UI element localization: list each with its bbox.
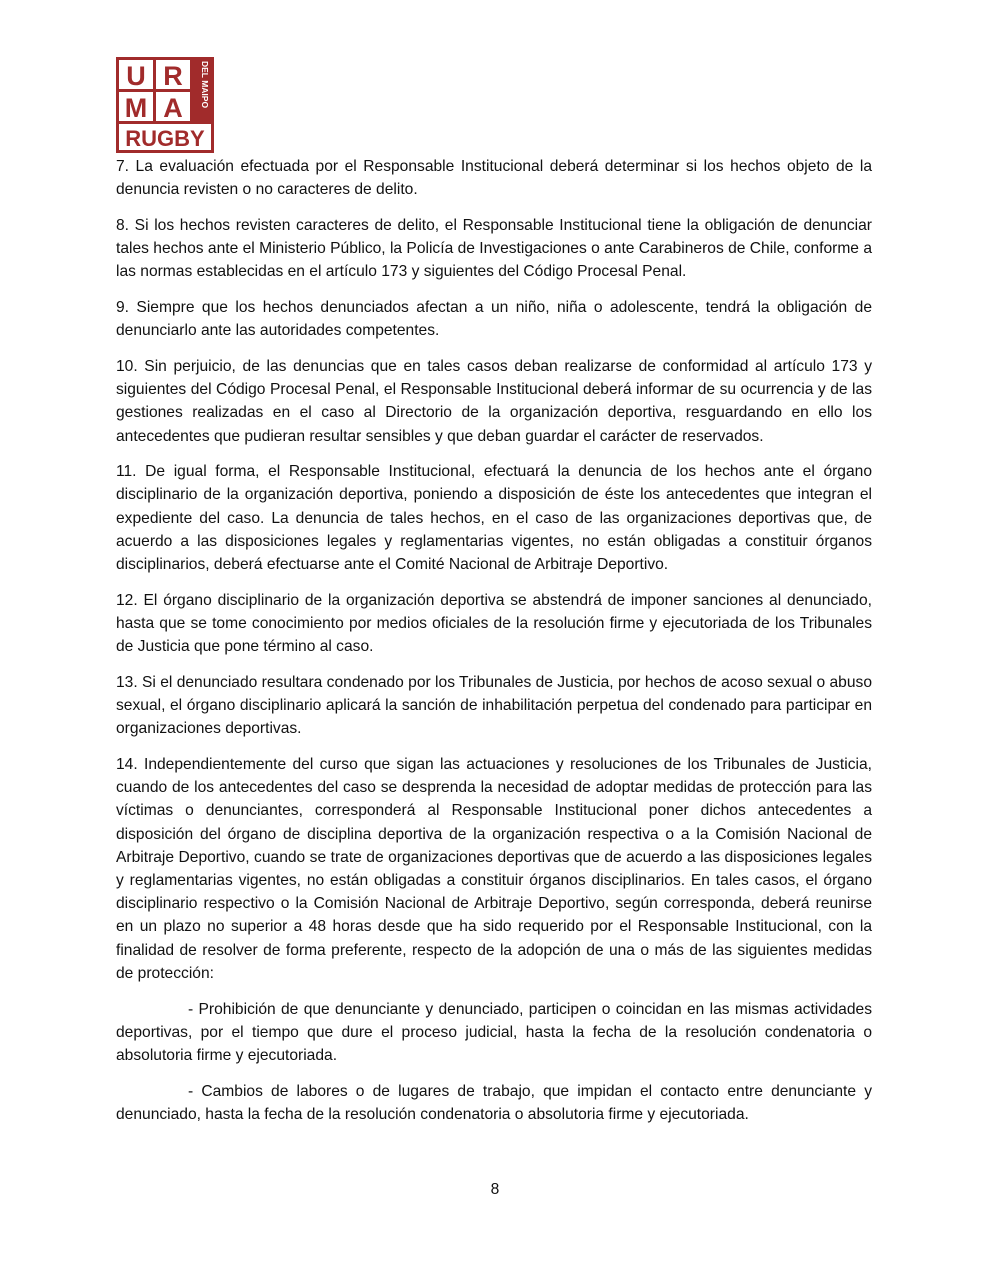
- logo-letter-a: A: [163, 93, 183, 123]
- document-body: [116, 155, 872, 1139]
- logo-letter-u: U: [126, 61, 146, 91]
- paragraph-8: 8. Si los hechos revisten caracteres de delito, el Responsable Institucional tiene la obligación de denunciar tales hechos ante el Ministerio Público, la Policía de Investigaciones o ante Carabineros de Chile, conforme a las normas establecidas en el artículo 173 y siguientes del Código Procesal Penal.: [116, 216, 872, 281]
- urma-rugby-logo: [116, 57, 214, 153]
- measure-item: - Prohibición de que denunciante y denunciado, participen o coincidan en las mismas actividades deportivas, por el tiempo que dure el proceso judicial, hasta la fecha de la resolución condenatoria o absolutoria firme y ejecutoriada.: [116, 1000, 872, 1064]
- paragraph-10: 10. Sin perjuicio, de las denuncias que en tales casos deban realizarse de conformidad al artículo 173 y siguientes del Código Procesal Penal, el Responsable Institucional deberá informar de su ocurrencia y de las gestiones realizadas en el caso al Directorio de la organización deportiva, resguardando en ello los antecedentes que pudieran resultar sensibles y que deban guardar el carácter de reservados.: [116, 357, 872, 445]
- paragraph-13: 13. Si el denunciado resultara condenado por los Tribunales de Justicia, por hechos de acoso sexual o abuso sexual, el órgano disciplinario aplicará la sanción de inhabilitación perpetua del condenado para participar en organizaciones deportivas.: [116, 673, 872, 738]
- logo-word-rugby: RUGBY: [125, 126, 205, 151]
- paragraph-9: 9. Siempre que los hechos denunciados afectan a un niño, niña o adolescente, tendrá la obligación de denunciarlo ante las autoridades competentes.: [116, 299, 872, 340]
- paragraph-11: 11. De igual forma, el Responsable Institucional, efectuará la denuncia de los hechos ante el órgano disciplinario de la organización deportiva, poniendo a disposición de éste los antecedentes que integran el expediente del caso. La denuncia de tales hechos, en el caso de las organizaciones deportivas que, de acuerdo a las disposiciones legales y reglamentarias vigentes, no están obligadas a constituir órganos disciplinarios, deberá efectuarse ante el Comité Nacional de Arbitraje Deportivo.: [116, 463, 872, 574]
- page-number: 8: [490, 1181, 500, 1198]
- paragraph-12: 12. El órgano disciplinario de la organización deportiva se abstendrá de imponer sanciones al denunciado, hasta que se tome conocimiento por medios oficiales de la resolución firme y ejecutoriada de los Tribunales de Justicia que pone término al caso.: [116, 591, 872, 656]
- logo-letter-r: R: [163, 61, 183, 91]
- paragraph-14: 14. Independientemente del curso que sigan las actuaciones y resoluciones de los Tribunales de Justicia, cuando de los antecedentes del caso se desprenda la necesidad de adoptar medidas de protección para las víctimas o denunciantes, corresponderá al Responsable Institucional poner dichos antecedentes a disposición del órgano de disciplina deportiva de la organización respectiva o a la Comisión Nacional de Arbitraje Deportivo, cuando se trate de organizaciones deportivas que de acuerdo a las disposiciones legales y reglamentarias vigentes, no están obligadas a constituir órganos disciplinarios. En tales casos, el órgano disciplinario respectivo o la Comisión Nacional de Arbitraje Deportivo, según corresponda, deberá reunirse en un plazo no superior a 48 horas desde que ha sido requerido por el Responsable Institucional, con la finalidad de resolver de forma preferente, respecto de la adopción de una o más de las siguientes medidas de protección:: [116, 755, 872, 982]
- logo-graphic: [116, 57, 214, 153]
- measure-item: - Cambios de labores o de lugares de trabajo, que impidan el contacto entre denunciante y denunciado, hasta la fecha de la resolución condenatoria o absolutoria firme y ejecutoriada.: [116, 1082, 872, 1123]
- logo-side-text-right: DEL MAIPO: [200, 61, 210, 109]
- paragraph-7: 7. La evaluación efectuada por el Responsable Institucional deberá determinar si los hechos objeto de la denuncia revisten o no caracteres de delito.: [116, 158, 872, 199]
- logo-letter-m: M: [124, 93, 148, 123]
